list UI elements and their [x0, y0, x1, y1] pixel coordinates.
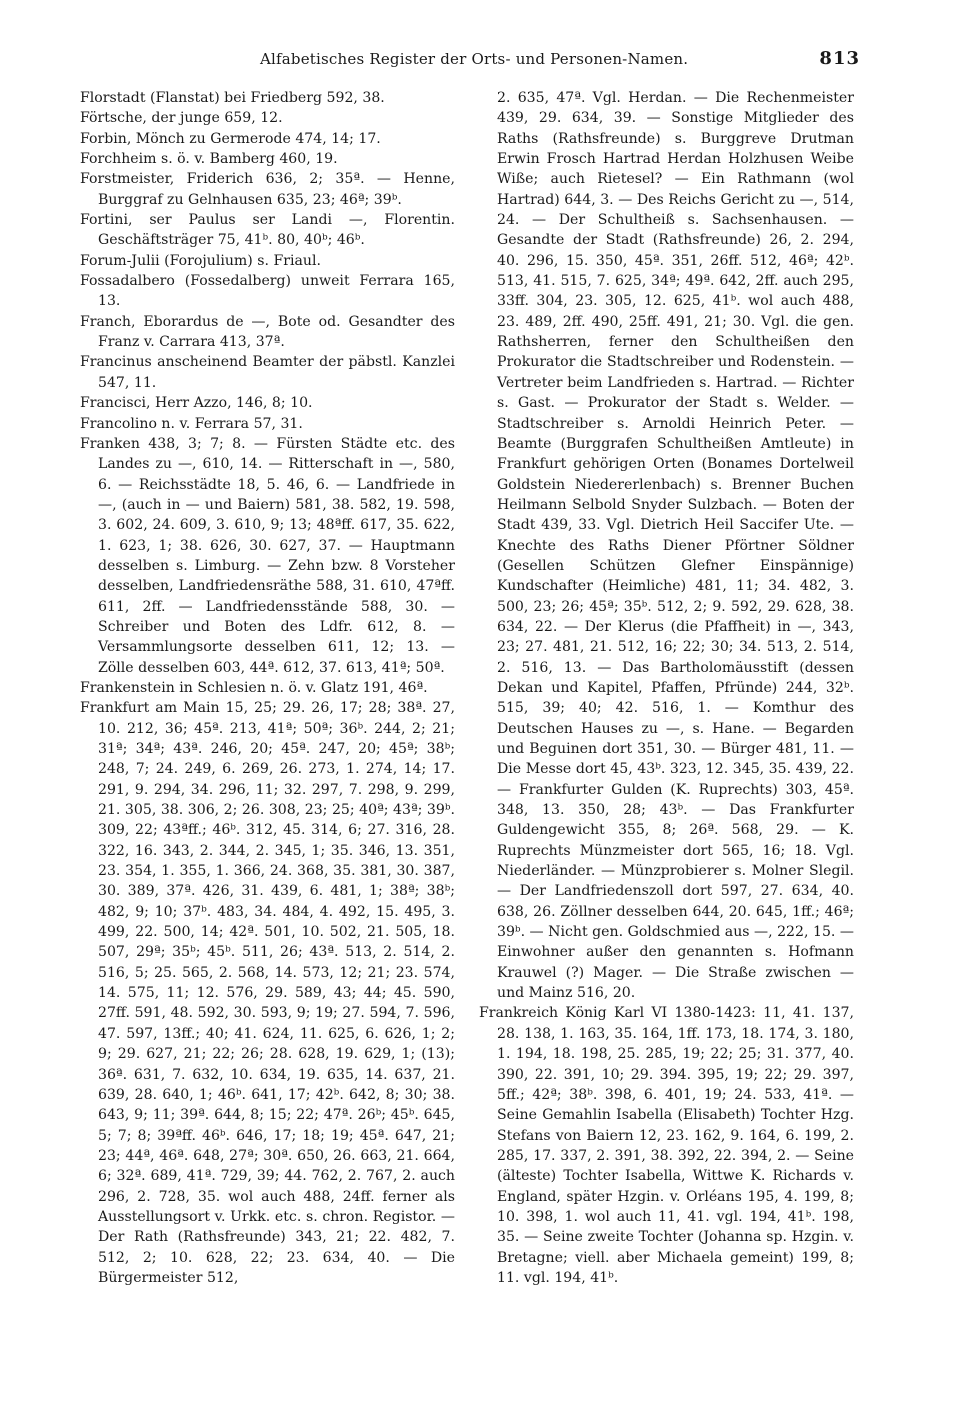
index-entry: Frankenstein in Schlesien n. ö. v. Glatz 191, 46ª. [80, 679, 428, 696]
page-header [80, 50, 860, 74]
index-entry: Franken 438, 3; 7; 8. — Fürsten Städte etc. des Landes zu —, 610, 14. — Ritterschaft in —, 580, 6. — Reichsstädte 18, 5. 46, 6. — Landfriede in —, (auch in — und Baiern) 581, 38. 582, 19. 598, 3. 602, 24. 609, 3. 610, 9; 13; 48ªff. 617, 35. 622, 1. 623, 1; 38. 626, 30. 627, 37. — Hauptmann desselben s. Limburg. — Zehn bzw. 8 Vorsteher desselben, Landfriedensräthe 588, 31. 610, 47ªff. 611, 2ff. — Landfriedensstände 588, 30. — Schreiber und Boten des Ldfr. 612, 8. — Versammlungsorte desselben 611, 12; 13. — Zölle desselben 603, 44ª. 612, 37. 613, 41ª; 50ª. [80, 435, 455, 676]
index-entry: Francisci, Herr Azzo, 146, 8; 10. [80, 395, 313, 412]
index-entry-continued: 2. 635, 47ª. Vgl. Herdan. — Die Rechenmeister 439, 29. 634, 39. — Sonstige Mitglieder des Raths (Rathsfreunde) s. Burggreve Drutman Erwin Frosch Hartrad Herdan Holzhusen Weibe Wiße; auch Rietesel? — Ein Rathmann (wol Hartrad) 644, 3. — Des Reichs Gericht zu —, 514, 24. — Der Schultheiß s. Sachsenhausen. — Gesandte der Stadt (Rathsfreunde) 26, 2. 294, 40. 296, 15. 350, 45ª. 351, 26ff. 512, 46ª; 42ᵇ. 513, 41. 515, 7. 625, 34ª; 49ª. 642, 2ff. auch 295, 33ff. 304, 23. 305, 12. 625, 41ᵇ. wol auch 488, 23. 489, 2ff. 490, 25ff. 491, 21; 30. Vgl. die gen. Rathsherren, ferner den Schultheißen den Prokurator die Stadtschreiber und Rodenstein. — Vertreter beim Landfrieden s. Hartrad. — Richter s. Gast. — Prokurator der Stadt s. Welder. — Stadtschreiber s. Arnoldi Heinrich Peter. — Beamte (Burggrafen Schultheißen Amtleute) in Frankfurt gehörigen Orten (Bonames Dortelweil Goldstein Niedererlenbach) s. Brenner Buchen Heilmann Selbold Snyder Sulzbach. — Boten der Stadt 439, 33. Vgl. Dietrich Heil Saccifer Ute. — Knechte des Raths Diener Pförtner Söldner (Gesellen Schützen Glefner Einspännige) Kundschafter (Heimliche) 481, 11; 34. 482, 3. 500, 23; 26; 45ª; 35ᵇ. 512, 2; 9. 592, 29. 628, 38. 634, 22. — Der Klerus (die Pfaffheit) in —, 343, 23; 27. 481, 21. 512, 16; 22; 30; 34. 513, 2. 514, 2. 516, 13. — Das Bartholomäusstift (dessen Dekan und Kapitel, Pfaffen, Pfründe) 244, 32ᵇ. 515, 39; 40; 42. 516, 1. — Komthur des Deutschen Hauses zu —, s. Hane. — Begarden und Beguinen dort 351, 30. — Bürger 481, 11. — Die Messe dort 45, 43ᵇ. 323, 12. 345, 35. 439, 22. — Frankfurter Gulden (K. Ruprechts) 303, 45ª. 348, 13. 350, 28; 43ᵇ. — Das Frankfurter Guldengewicht 355, 8; 26ª. 568, 29. — K. Ruprechts Münzmeister dort 565, 16; 18. Vgl. Niederländer. — Münzprobierer s. Molner Slegil. — Der Landfriedenszoll dort 597, 27. 634, 40. 638, 26. Zöllner desselben 644, 20. 645, 1ff.; 46ª; 39ᵇ. — Nicht gen. Goldschmied aus —, 222, 15. — Einwohner außer den genannten s. Hofmann Krauwel (?) Mager. — Die Straße zwischen — und Mainz 516, 20. [497, 90, 854, 1002]
index-entry: Francinus anscheinend Beamter der päbstl. Kanzlei 547, 11. [80, 354, 455, 391]
index-entry: Fossadalbero (Fossedalberg) unweit Ferrara 165, 13. [80, 273, 455, 310]
left-column [80, 88, 455, 1288]
page-number: 813 [819, 48, 860, 69]
right-column [479, 88, 854, 1288]
index-entry: Förtsche, der junge 659, 12. [80, 110, 283, 127]
index-entry: Forchheim s. ö. v. Bamberg 460, 19. [80, 151, 338, 168]
index-entry: Franch, Eborardus de —, Bote od. Gesandter des Franz v. Carrara 413, 37ª. [80, 313, 455, 351]
index-entry: Francolino n. v. Ferrara 57, 31. [80, 415, 303, 432]
index-entry: Frankreich König Karl VI 1380-1423: 11, 41. 137, 28. 138, 1. 163, 35. 164, 1ff. 173, 18. 174, 3. 180, 1. 194, 18. 198, 25. 285, 19; 22; 25; 31. 377, 40. 390, 22. 391, 10; 29. 394. 395, 19; 22; 29. 397, 5ff.; 42ª; 38ᵇ. 398, 6. 401, 19; 24. 533, 41ª. — Seine Gemahlin Isabella (Elisabeth) Tochter Hzg. Stefans von Baiern 12, 23. 162, 9. 164, 6. 199, 2. 285, 17. 337, 2. 391, 38. 392, 22. 394, 2. — Seine (älteste) Tochter Isabella, Wittwe K. Richards v. England, später Hzgin. v. Orléans 195, 4. 199, 8; 10. 398, 1. wol auch 11, 41. vgl. 194, 41ᵇ. 198, 35. — Seine zweite Tochter (Johanna sp. Hzgin. v. Bretagne; viell. aber Michaela gemeint) 199, 8; 11. vgl. 194, 41ᵇ. [479, 1005, 854, 1286]
running-title: Alfabetisches Register der Orts- und Personen-Namen. [260, 50, 689, 68]
index-entry: Forum-Julii (Forojulium) s. Friaul. [80, 252, 321, 269]
index-entry: Florstadt (Flanstat) bei Friedberg 592, 38. [80, 90, 385, 106]
index-entry: Forbin, Mönch zu Germerode 474, 14; 17. [80, 130, 381, 147]
index-entry: Frankfurt am Main 15, 25; 29. 26, 17; 28; 38ª. 27, 10. 212, 36; 45ª. 213, 41ª; 50ª; 36ᵇ. 244, 2; 21; 31ª; 34ª; 43ª. 246, 20; 45ª. 247, 20; 45ª; 38ᵇ; 248, 7; 24. 249, 6. 269, 26. 273, 1. 274, 14; 17. 291, 9. 294, 34. 296, 11; 32. 297, 7. 298, 9. 299, 21. 305, 38. 306, 2; 26. 308, 23; 25; 40ª; 43ª; 39ᵇ. 309, 22; 43ªff.; 46ᵇ. 312, 45. 314, 6; 27. 316, 28. 322, 16. 343, 2. 344, 2. 345, 1; 35. 346, 13. 351, 23. 354, 1. 355, 1. 366, 24. 368, 35. 381, 30. 387, 30. 389, 37ª. 426, 31. 439, 6. 481, 1; 38ª; 38ᵇ; 482, 9; 10; 37ᵇ. 483, 34. 484, 4. 492, 15. 495, 3. 499, 22. 500, 14; 42ª. 501, 10. 502, 21. 505, 18. 507, 29ª; 35ᵇ; 45ᵇ. 511, 26; 43ª. 513, 2. 514, 2. 516, 5; 25. 565, 2. 568, 14. 573, 12; 21; 23. 574, 14. 575, 11; 12. 576, 29. 589, 43; 44; 45. 590, 27ff. 591, 48. 592, 30. 593, 9; 19; 27. 594, 7. 596, 47. 597, 13ff.; 40; 41. 624, 11. 625, 6. 626, 1; 2; 9; 29. 627, 21; 22; 26; 28. 628, 19. 629, 1; (13); 36ª. 631, 7. 632, 10. 634, 19. 635, 14. 637, 21. 639, 28. 640, 1; 46ᵇ. 641, 17; 42ᵇ. 642, 8; 30; 38. 643, 9; 11; 39ª. 644, 8; 15; 22; 47ª. 26ᵇ; 45ᵇ. 645, 5; 7; 8; 39ªff. 46ᵇ. 646, 17; 18; 19; 45ª. 647, 21; 23; 44ª, 46ª. 648, 27ª; 30ª. 650, 26. 663, 21. 664, 6; 32ª. 689, 41ª. 729, 39; 44. 762, 2. 767, 2. auch 296, 2. 728, 35. wol auch 488, 24ff. ferner als Ausstellungsort v. Urkk. etc. s. chron. Registor. — Der Rath (Rathsfreunde) 343, 21; 22. 482, 7. 512, 2; 10. 628, 22; 23. 634, 40. — Die Bürgermeister 512, [80, 700, 455, 1286]
index-entry: Fortini, ser Paulus ser Landi —, Florentin. Geschäftsträger 75, 41ᵇ. 80, 40ᵇ; 46ᵇ. [80, 212, 455, 249]
index-entry: Forstmeister, Friderich 636, 2; 35ª. — Henne, Burggraf zu Gelnhausen 635, 23; 46ª; 39ᵇ. [80, 171, 455, 208]
